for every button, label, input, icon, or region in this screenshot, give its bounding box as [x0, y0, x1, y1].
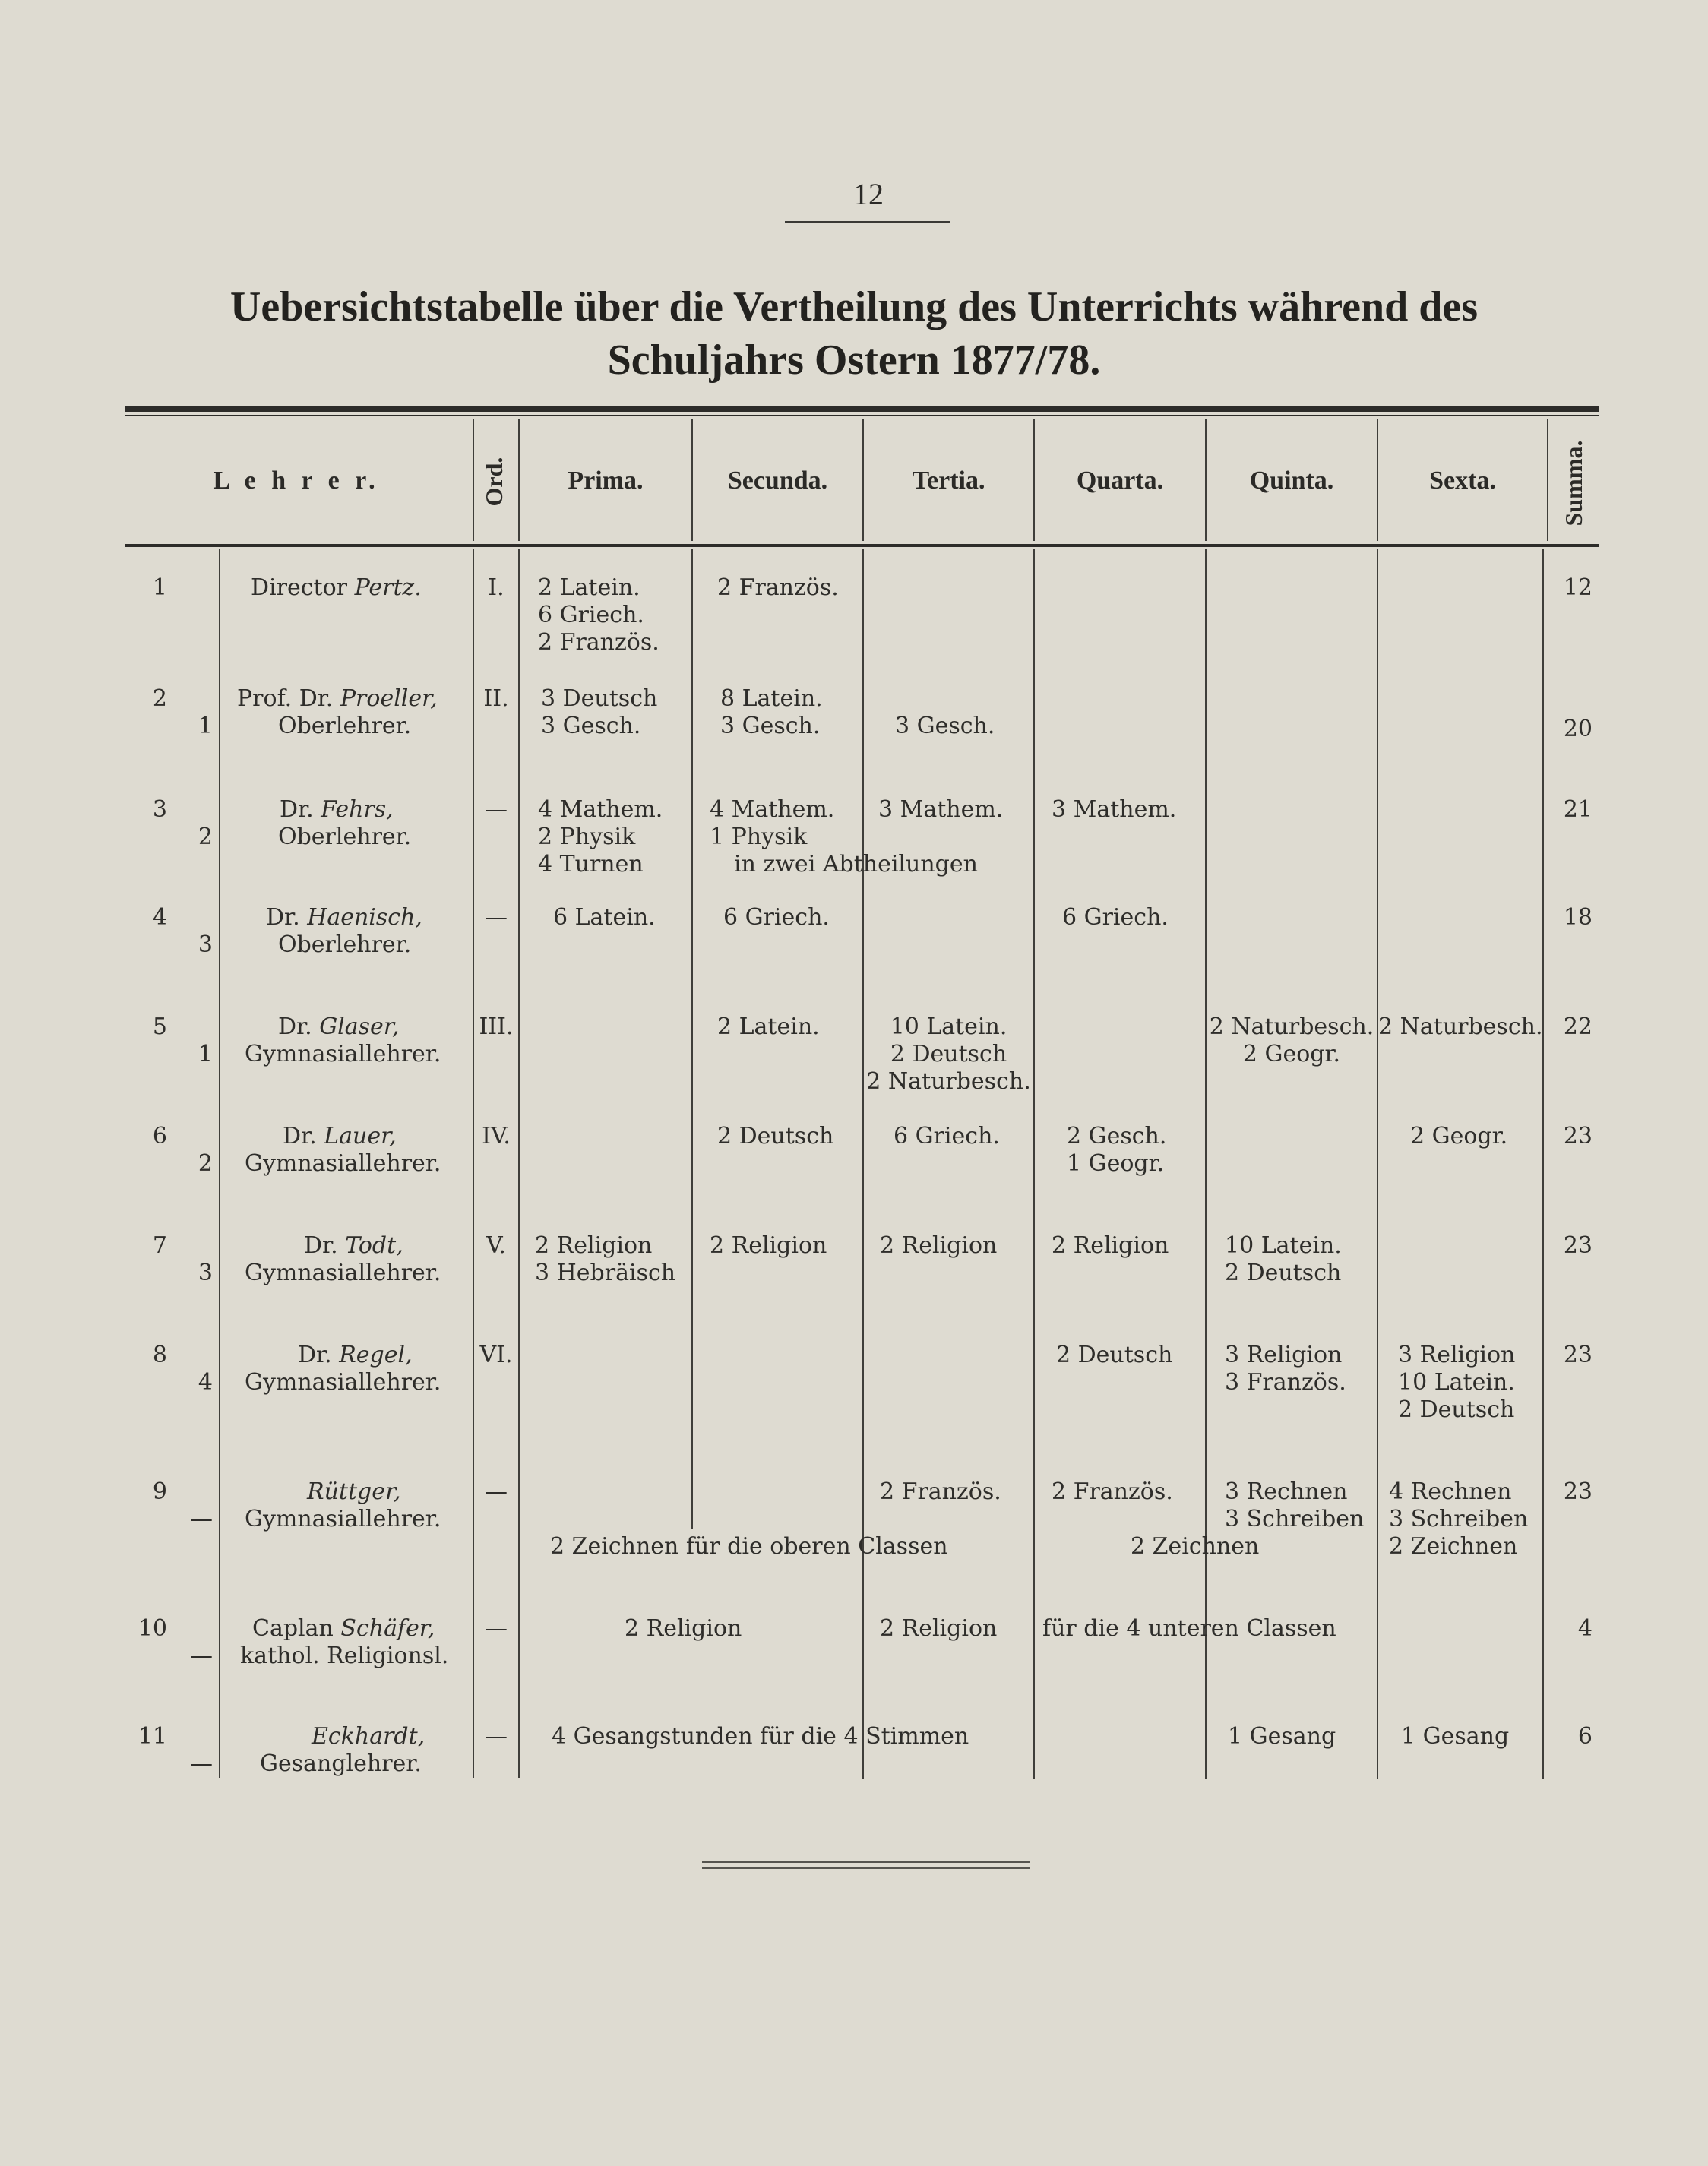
teacher-name: Rüttger,	[307, 1478, 401, 1505]
teacher-title: Oberlehrer.	[278, 824, 412, 850]
teacher-name: Caplan Schäfer,	[252, 1615, 435, 1642]
cell-quarta: 6 Griech.	[1062, 904, 1169, 931]
cell-prima: 6 Latein.	[553, 904, 656, 931]
header-lehrer: L e h r e r.	[213, 466, 380, 495]
row-number: 10	[138, 1615, 167, 1642]
row-number: 2	[152, 685, 167, 712]
teacher-name: Dr. Fehrs,	[280, 796, 394, 823]
row-number: 11	[138, 1723, 167, 1750]
cell-tertia: 3 Gesch.	[895, 713, 995, 739]
teacher-name: Dr. Haenisch,	[266, 904, 422, 931]
table-title-line-1: Uebersichtstabelle über die Vertheilung des Unterrichts während des	[229, 283, 1479, 330]
cell-summa: 23	[1563, 1478, 1593, 1505]
teacher-title: Gymnasiallehrer.	[245, 1369, 441, 1396]
row-number: 4	[152, 904, 167, 931]
teacher-name: Dr. Lauer,	[283, 1123, 397, 1149]
span-note: in zwei Abtheilungen	[734, 851, 978, 877]
body-divider	[691, 549, 693, 1529]
cell-quinta: 1 Gesang	[1228, 1723, 1336, 1750]
teacher-name: Prof. Dr. Proeller,	[237, 685, 438, 712]
row-sub-number: 2	[198, 1150, 213, 1177]
cell-quarta: 2 Französ.	[1052, 1478, 1173, 1505]
ordinarius: VI.	[479, 1342, 513, 1368]
cell-quarta: 2 Religion	[1052, 1232, 1169, 1259]
ordinarius: —	[485, 1723, 508, 1750]
cell-quinta: 3 Religion 3 Französ.	[1225, 1342, 1346, 1396]
cell-prima: 2 Religion 3 Hebräisch	[535, 1232, 676, 1286]
row-sub-number: —	[190, 1643, 213, 1669]
teacher-title: Oberlehrer.	[278, 931, 412, 958]
row-number: 8	[152, 1342, 167, 1368]
body-divider	[1377, 549, 1378, 1779]
header-quinta: Quinta.	[1249, 466, 1334, 495]
cell-sexta: 3 Religion 10 Latein. 2 Deutsch	[1398, 1342, 1516, 1423]
row-number: 5	[152, 1013, 167, 1040]
cell-tertia: 6 Griech.	[894, 1123, 1000, 1149]
ordinarius: IV.	[482, 1123, 511, 1149]
cell-quinta: 3 Rechnen 3 Schreiben	[1225, 1478, 1365, 1532]
ordinarius: III.	[479, 1013, 514, 1040]
teacher-title: Gymnasiallehrer.	[245, 1150, 441, 1177]
cell-secunda: 2 Latein.	[717, 1013, 820, 1040]
cell-secunda: 4 Mathem. 1 Physik	[710, 796, 835, 850]
header-divider	[1547, 419, 1548, 541]
cell-summa: 23	[1563, 1123, 1593, 1149]
row-sub-number: 3	[198, 931, 213, 958]
header-quarta: Quarta.	[1076, 466, 1164, 495]
cell-tertia: 2 Französ.	[880, 1478, 1001, 1505]
row-sub-number: 4	[198, 1369, 213, 1396]
teacher-title: Gymnasiallehrer.	[245, 1260, 441, 1286]
header-ord: Ord.	[480, 457, 508, 507]
header-prima: Prima.	[568, 466, 644, 495]
table-title-line-2: Schuljahrs Ostern 1877/78.	[607, 337, 1101, 384]
teacher-name: Director Pertz.	[251, 574, 422, 601]
teacher-title: Gymnasiallehrer.	[245, 1041, 441, 1067]
cell-secunda: 2 Deutsch	[717, 1123, 834, 1149]
cell-prima: 2 Religion	[625, 1615, 742, 1642]
row-number: 7	[152, 1232, 167, 1259]
cell-tertia: 2 Religion	[880, 1615, 998, 1642]
header-secunda: Secunda.	[727, 466, 828, 495]
cell-secunda: 6 Griech.	[723, 904, 830, 931]
teacher-name: Dr. Regel,	[298, 1342, 413, 1368]
cell-secunda: 2 Religion	[710, 1232, 827, 1259]
ordinarius: II.	[483, 685, 509, 712]
cell-summa: 23	[1563, 1342, 1593, 1368]
body-divider	[862, 549, 864, 1779]
cell-quarta: 2 Gesch. 1 Geogr.	[1067, 1123, 1167, 1177]
body-divider	[518, 549, 520, 1778]
cell-summa: 21	[1563, 796, 1593, 823]
cell-tertia: 3 Mathem.	[878, 796, 1004, 823]
cell-quarta: 3 Mathem.	[1052, 796, 1177, 823]
cell-summa: 23	[1563, 1232, 1593, 1259]
cell-summa: 4	[1577, 1615, 1593, 1642]
cell-prima: 4 Mathem. 2 Physik 4 Turnen	[538, 796, 663, 877]
header-sexta: Sexta.	[1429, 466, 1496, 495]
cell-sexta: 4 Rechnen 3 Schreiben 2 Zeichnen	[1389, 1478, 1529, 1560]
cell-secunda: 8 Latein. 3 Gesch.	[720, 685, 823, 739]
teacher-name: Eckhardt,	[312, 1723, 425, 1750]
cell-sexta: 1 Gesang	[1401, 1723, 1510, 1750]
ordinarius: V.	[486, 1232, 506, 1259]
teacher-title: kathol. Religionsl.	[240, 1643, 449, 1669]
cell-summa: 22	[1563, 1013, 1593, 1040]
body-divider	[1542, 549, 1544, 1779]
span-note: 4 Gesangstunden für die 4 Stimmen	[552, 1723, 969, 1750]
row-sub-number: 1	[198, 1041, 213, 1067]
closing-rule	[702, 1867, 1030, 1869]
cell-quarta: 2 Deutsch	[1056, 1342, 1173, 1368]
ordinarius: —	[485, 1615, 508, 1642]
row-sub-number: —	[190, 1750, 213, 1777]
body-divider	[1033, 549, 1035, 1779]
row-sub-number: —	[190, 1506, 213, 1532]
header-tertia: Tertia.	[912, 466, 985, 495]
row-sub-number: 1	[198, 713, 213, 739]
cell-prima: 3 Deutsch 3 Gesch.	[541, 685, 658, 739]
row-number: 3	[152, 796, 167, 823]
row-sub-number: 2	[198, 824, 213, 850]
cell-prima: 2 Latein. 6 Griech. 2 Französ.	[538, 574, 659, 656]
span-note: 2 Zeichnen für die oberen Classen	[550, 1533, 948, 1560]
teacher-title: Gymnasiallehrer.	[245, 1506, 441, 1532]
cell-tertia: 10 Latein. 2 Deutsch 2 Naturbesch.	[866, 1013, 1031, 1095]
header-summa: Summa.	[1560, 440, 1587, 526]
teacher-name: Dr. Glaser,	[278, 1013, 400, 1040]
page-number: 12	[853, 177, 884, 211]
cell-sexta: 2 Geogr.	[1410, 1123, 1508, 1149]
closing-rule	[702, 1861, 1030, 1863]
cell-tertia: 2 Religion	[880, 1232, 998, 1259]
page-number-rule	[785, 221, 950, 223]
cell-quinta: 10 Latein. 2 Deutsch	[1225, 1232, 1342, 1286]
cell-summa: 12	[1563, 574, 1593, 601]
cell-sexta: 2 Naturbesch.	[1378, 1013, 1543, 1040]
span-note: 2 Zeichnen	[1131, 1533, 1260, 1560]
body-divider	[473, 549, 474, 1778]
ordinarius: I.	[488, 574, 504, 601]
ordinarius: —	[485, 1478, 508, 1505]
teacher-name: Dr. Todt,	[304, 1232, 403, 1259]
cell-summa: 18	[1563, 904, 1593, 931]
cell-summa: 20	[1563, 716, 1593, 742]
body-divider	[219, 549, 220, 1778]
teacher-title: Oberlehrer.	[278, 713, 412, 739]
header-top-thin-rule	[125, 415, 1599, 416]
row-number: 9	[152, 1478, 167, 1505]
ordinarius: —	[485, 796, 508, 823]
row-sub-number: 3	[198, 1260, 213, 1286]
header-divider	[473, 419, 474, 541]
body-divider	[1205, 549, 1207, 1779]
ordinarius: —	[485, 904, 508, 931]
row-number: 6	[152, 1123, 167, 1149]
cell-summa: 6	[1577, 1723, 1593, 1750]
cell-quinta: 2 Naturbesch. 2 Geogr.	[1209, 1013, 1374, 1067]
header-top-rule	[125, 406, 1599, 412]
header-bottom-rule	[125, 544, 1599, 547]
span-note: für die 4 unteren Classen	[1042, 1615, 1336, 1642]
row-number: 1	[152, 574, 167, 601]
cell-secunda: 2 Französ.	[717, 574, 839, 601]
teacher-title: Gesanglehrer.	[260, 1750, 422, 1777]
